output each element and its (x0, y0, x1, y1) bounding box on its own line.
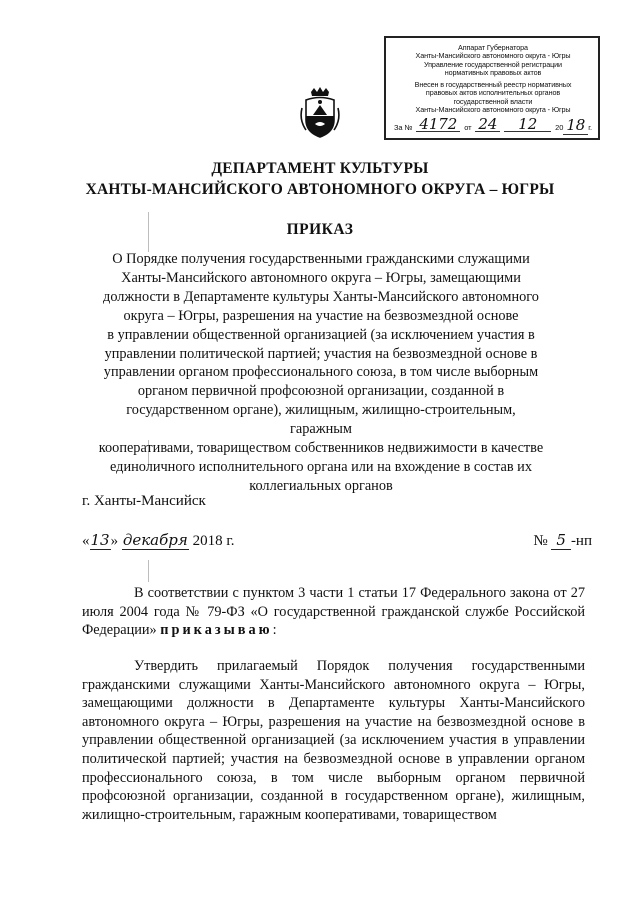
stamp-reg-day: 24 (475, 117, 500, 132)
date-close-quote: » (110, 533, 119, 549)
registration-stamp (384, 36, 600, 140)
stamp-registration-line (394, 117, 592, 132)
subject-line: О Порядке получения государственными гражданскими служащими (112, 251, 530, 267)
department-region: ХАНТЫ-МАНСИЙСКОГО АВТОНОМНОГО ОКРУГА – ЮГРЫ (85, 181, 555, 198)
date-open-quote: « (82, 533, 90, 549)
subject-line: государственном органе), жилищным, жилищно-строительным, гаражным (126, 402, 516, 438)
subject-line: Ханты-Мансийского автономного округа – Югры, замещающими (121, 269, 521, 286)
subject-line: округа – Югры, разрешения на участие на безвозмездной основе (123, 307, 519, 324)
stamp-line: Ханты-Мансийского автономного округа - Югры (415, 51, 571, 61)
stamp-reg-year-prefix: 20 (555, 122, 564, 132)
order-date (82, 531, 235, 550)
order-clause-paragraph: Утвердить прилагаемый Порядок получения государственными гражданскими служащими Ханты-Мансийского автономного округа – Югры, замещающими должности в Департаменте культуры Ханты-Мансийского автономного округа – Югры, разрешения на участие на безвозмездной основе в управлении общественной организацией (за исключением участия в управлении политической партией; участия на безвозмездной основе в управлении органом профессионального союза, в том числе выборным органом первичной профсоюзной организации, созданной в государственном органе), жилищным, жилищно-строительным, гаражным кооперативами, товариществом (82, 658, 585, 823)
order-command: приказываю (160, 622, 273, 639)
subject-line: в управлении общественной организацией (за исключением участия в (107, 326, 535, 343)
subject-line: коллегиальных органов (249, 477, 393, 494)
subject-line: кооперативами, товариществом собственников недвижимости в качестве (98, 440, 544, 457)
stamp-line: Внесен в государственный реестр нормативных (414, 80, 572, 90)
preamble-end: : (272, 622, 277, 639)
stamp-line: государственной власти (453, 96, 533, 106)
stamp-reg-prefix: За № (394, 122, 413, 132)
subject-line: должности в Департаменте культуры Ханты-Мансийского автономного (103, 288, 539, 305)
subject-line: единоличного исполнительного органа или на вхождение в состав их (110, 458, 532, 475)
stamp-line: Аппарат Губернатора (458, 43, 528, 52)
department-title: ДЕПАРТАМЕНТ КУЛЬТУРЫ (211, 160, 429, 177)
subject-line: органом первичной профсоюзной организации, созданной в (137, 383, 505, 400)
order-subject (96, 250, 546, 496)
stamp-line: нормативных правовых актов (444, 67, 542, 77)
subject-line: управлении политической партией; участия на безвозмездной основе в (104, 345, 538, 362)
date-month: декабря (122, 531, 188, 549)
place-of-issue: г. Ханты-Мансийск (82, 493, 206, 509)
stamp-line: Ханты-Мансийского автономного округа - Югры (415, 105, 571, 115)
date-year: 2018 г. (192, 533, 235, 549)
document-type: ПРИКАЗ (286, 221, 354, 238)
coat-of-arms-icon (300, 86, 340, 140)
subject-line: управлении органом профессионального союза, в том числе выборным (103, 364, 539, 381)
number-value: 5 (551, 531, 571, 550)
stamp-line: Управление государственной регистрации (424, 59, 562, 69)
stamp-reg-year: 18 (563, 116, 588, 135)
number-suffix: -нп (570, 533, 592, 549)
order-number (533, 531, 592, 550)
preamble-paragraph (82, 584, 585, 640)
stamp-line: правовых актов исполнительных органов (425, 88, 561, 98)
margin-mark (148, 560, 149, 582)
stamp-reg-from: от (464, 122, 472, 132)
preamble-text: В соответствии с пунктом 3 части 1 статьи 17 Федерального закона от 27 июля 2004 года № 79-ФЗ «О государственной гражданской службе Российской Федерации» (82, 585, 585, 639)
number-prefix: № (533, 533, 548, 549)
date-day: 13 (90, 531, 110, 549)
stamp-reg-month: 12 (504, 117, 551, 132)
stamp-reg-suffix: г. (588, 122, 592, 132)
stamp-reg-number: 4172 (416, 117, 460, 132)
